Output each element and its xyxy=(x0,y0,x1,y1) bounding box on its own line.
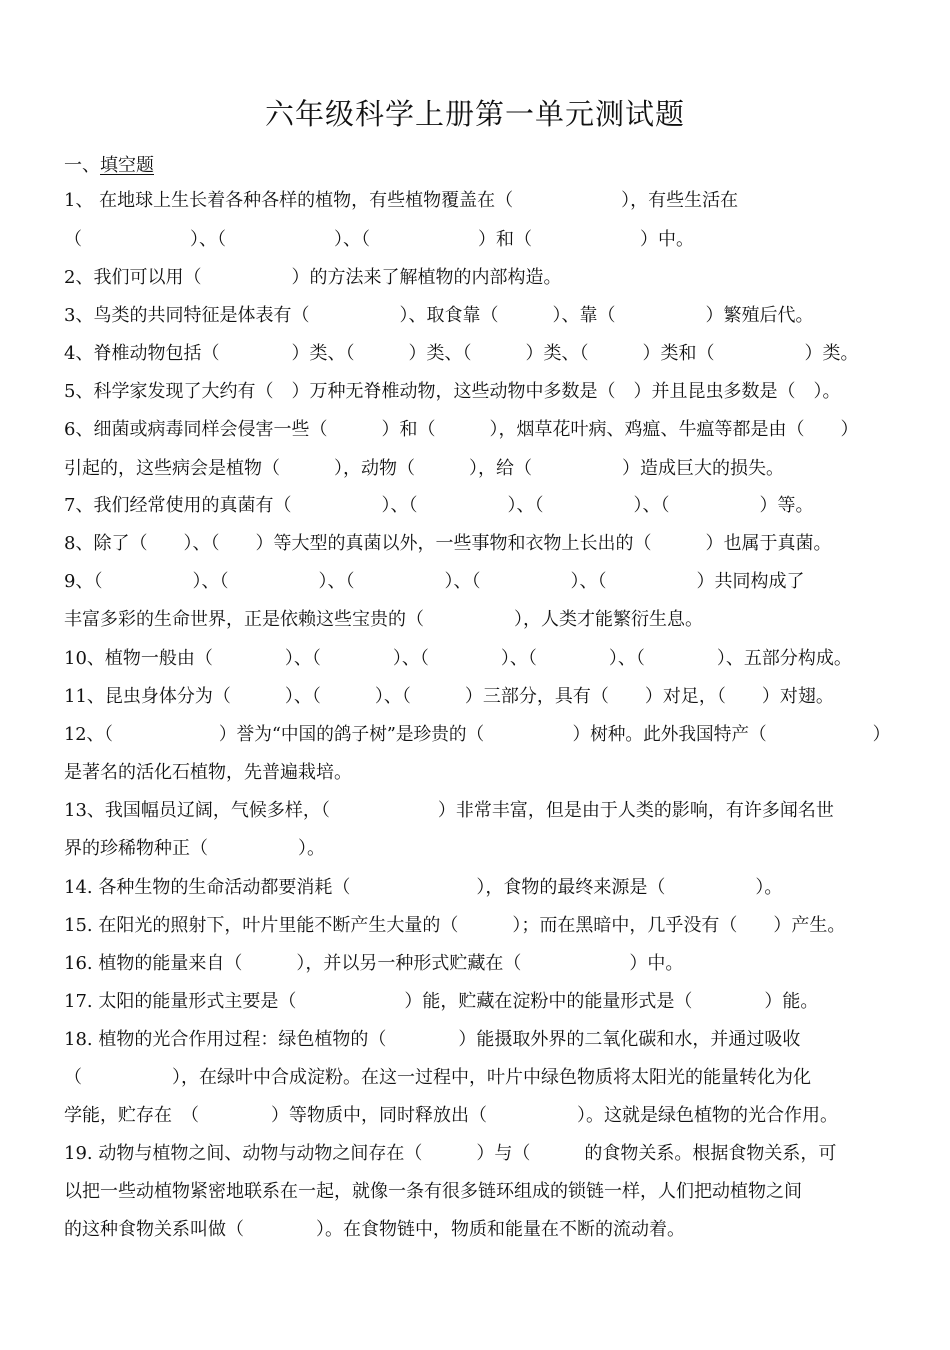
section-heading xyxy=(64,151,154,177)
question-line: 以把一些动植物紧密地联系在一起，就像一条有很多链环组成的锁链一样，人们把动植物之间 xyxy=(64,1181,802,1202)
question-line: 16. 植物的能量来自（ ），并以另一种形式贮藏在（ ）中。 xyxy=(64,953,683,974)
question-line: 17. 太阳的能量形式主要是（ ）能，贮藏在淀粉中的能量形式是（ ）能。 xyxy=(64,991,818,1012)
question-line: 是著名的活化石植物，先普遍栽培。 xyxy=(64,762,352,783)
question-line: 学能，贮存在 （ ）等物质中，同时释放出（ ）。这就是绿色植物的光合作用。 xyxy=(64,1105,838,1126)
question-line: 18. 植物的光合作用过程：绿色植物的（ ）能摄取外界的二氧化碳和水，并通过吸收 xyxy=(64,1029,800,1050)
question-line: 11、昆虫身体分为（ ）、（ ）、（ ）三部分，具有（ ）对足，（ ）对翅。 xyxy=(64,686,834,707)
page-title: 六年级科学上册第一单元测试题 xyxy=(264,97,685,131)
question-line: 引起的，这些病会是植物（ ），动物（ ），给（ ）造成巨大的损失。 xyxy=(64,458,784,479)
question-line: 6、细菌或病毒同样会侵害一些（ ）和（ ），烟草花叶病、鸡瘟、牛瘟等都是由（ ） xyxy=(64,419,858,440)
question-line: 3、鸟类的共同特征是体表有（ ）、取食靠（ ）、靠（ ）繁殖后代。 xyxy=(64,305,813,326)
question-line: 15. 在阳光的照射下，叶片里能不断产生大量的（ ）；而在黑暗中，几乎没有（ ）产生。 xyxy=(64,915,845,936)
question-line: 5、科学家发现了大约有（ ）万种无脊椎动物，这些动物中多数是（ ）并且昆虫多数是（ ）。 xyxy=(64,381,840,402)
question-line: 14. 各种生物的生命活动都要消耗（ ），食物的最终来源是（ ）。 xyxy=(64,877,782,898)
question-line: 9、（ ）、（ ）、（ ）、（ ）、（ ）共同构成了 xyxy=(64,571,804,592)
question-line: （ ），在绿叶中合成淀粉。在这一过程中，叶片中绿色物质将太阳光的能量转化为化 xyxy=(64,1067,811,1088)
question-line: 4、脊椎动物包括（ ）类、（ ）类、（ ）类、（ ）类和（ ）类。 xyxy=(64,343,858,364)
question-line: 的这种食物关系叫做（ ）。在食物链中，物质和能量在不断的流动着。 xyxy=(64,1219,685,1240)
question-line: 丰富多彩的生命世界，正是依赖这些宝贵的（ ），人类才能繁衍生息。 xyxy=(64,609,703,630)
question-line: 13、我国幅员辽阔，气候多样，（ ）非常丰富，但是由于人类的影响，有许多闻名世 xyxy=(64,800,834,821)
question-line: 19. 动物与植物之间、动物与动物之间存在（ ）与（ 的食物关系。根据食物关系，可 xyxy=(64,1143,836,1164)
question-line: 10、植物一般由（ ）、（ ）、（ ）、（ ）、（ ）、五部分构成。 xyxy=(64,648,852,669)
question-line: 12、（ ）誉为“中国的鸽子树”是珍贵的（ ）树种。此外我国特产（ ） xyxy=(64,724,890,745)
question-line: 8、除了（ ）、（ ）等大型的真菌以外，一些事物和衣物上长出的（ ）也属于真菌。 xyxy=(64,533,831,554)
question-line: 1、 在地球上生长着各种各样的植物，有些植物覆盖在（ ），有些生活在 xyxy=(64,190,738,211)
section-label: 填空题 xyxy=(100,155,154,176)
question-line: 7、我们经常使用的真菌有（ ）、（ ）、（ ）、（ ）等。 xyxy=(64,495,813,516)
question-line: 2、我们可以用（ ）的方法来了解植物的内部构造。 xyxy=(64,267,561,288)
section-prefix: 一、 xyxy=(64,155,100,176)
question-line: 界的珍稀物种正（ ）。 xyxy=(64,838,325,859)
question-line: （ ）、（ ）、（ ）和（ ）中。 xyxy=(64,229,694,250)
